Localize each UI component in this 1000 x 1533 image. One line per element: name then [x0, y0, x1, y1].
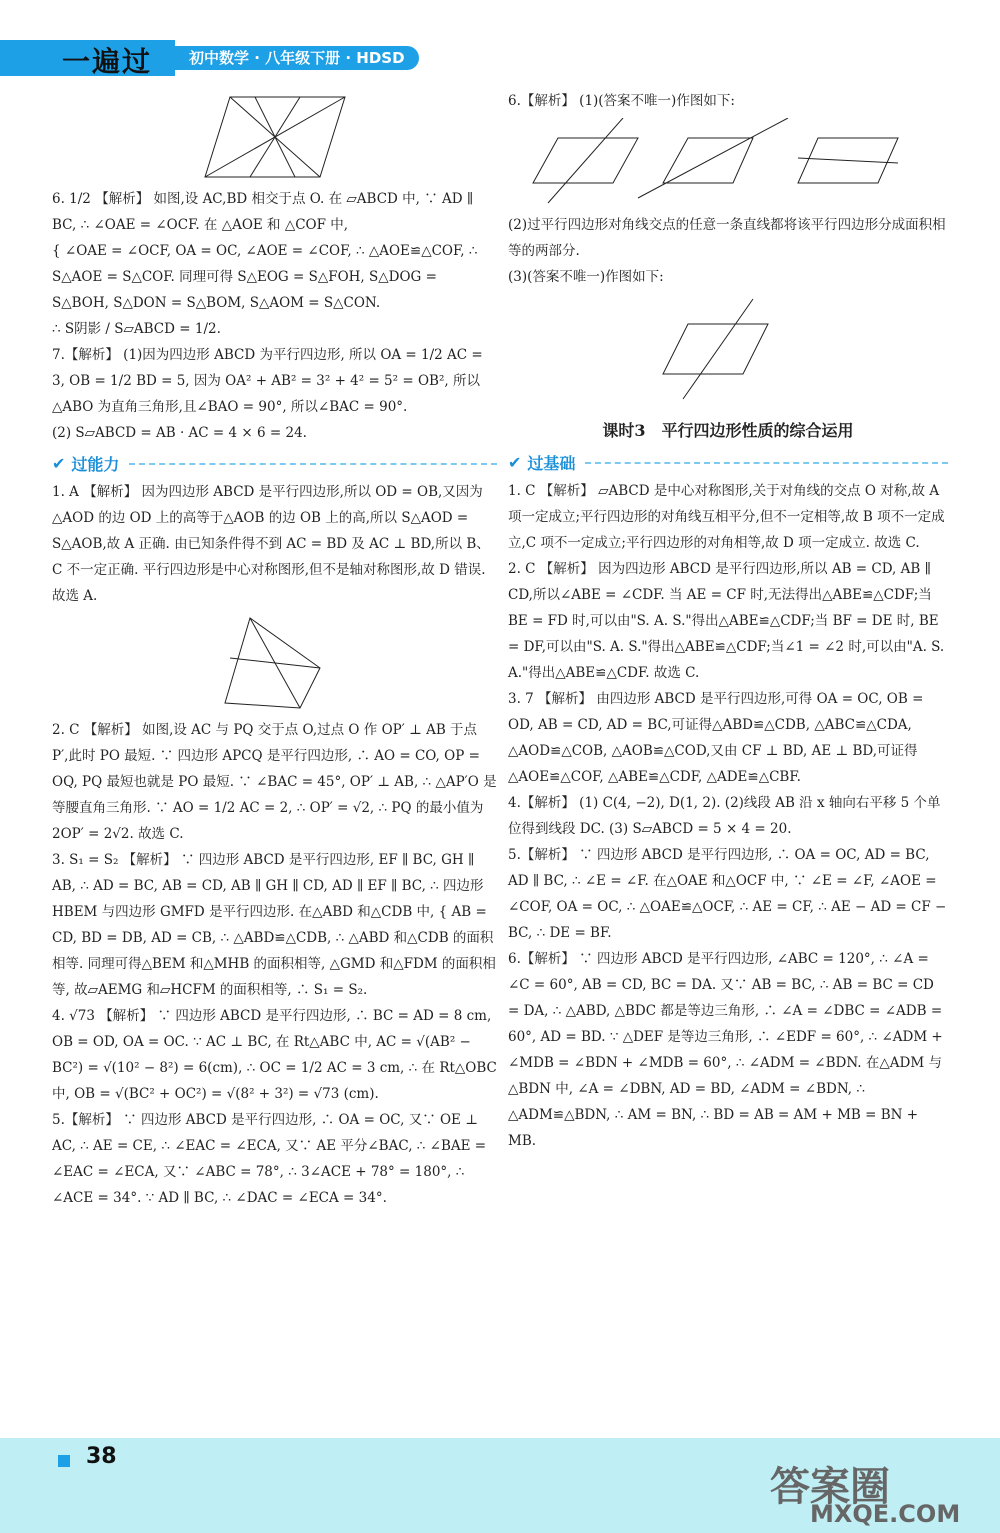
section-guo-neng-li: ✔ 过能力: [52, 452, 497, 475]
basic-3: 3. 7 【解析】 由四边形 ABCD 是平行四边形,可得 OA = OC, OB = OD, AB = CD, AD = BC,可证得△ABD≌△CDB, △ABC≌△CDA, △AOD≌△COB, △AOB≌△COD,又由 CF ⊥ BD, AE ⊥ BD,可证得△AOE≌△COF, △ABE≌△CDF, △ADE≌△CBF.: [508, 691, 924, 785]
lesson-title: 课时3 平行四边形性质的综合运用: [602, 421, 854, 440]
watermark-logo: 答案圈: [770, 1464, 890, 1510]
page-number: 38: [86, 1444, 117, 1469]
figure-parallelogram-mn: [658, 294, 798, 404]
basic-5: 5.【解析】 ∵ 四边形 ABCD 是平行四边形, ∴ OA = OC, AD = BC, AD ∥ BC, ∴ ∠E = ∠F. 在△OAE 和△OCF 中, ∵ ∠E = ∠F, ∠AOE = ∠COF, OA = OC, ∴ △OAE≌△OCF, ∴ AE = CF, ∴ AE − AD = CF − BC, ∴ DE = BF.: [508, 847, 947, 941]
right-6: 6.【解析】 (1)(答案不唯一)作图如下:: [508, 93, 735, 109]
watermark-url: MXQE.COM: [810, 1500, 961, 1528]
book-title: 一遍过: [62, 45, 153, 78]
ability-5: 5.【解析】 ∵ 四边形 ABCD 是平行四边形, ∴ OA = OC, 又∵ OE ⊥ AC, ∴ AE = CE, ∴ ∠EAC = ∠ECA, 又∵ AE 平分∠BAC, ∴ ∠BAE = ∠EAC = ∠ECA, 又∵ ∠ABC = 78°, ∴ 3∠ACE + 78° = 180°, ∴ ∠ACE = 34°. ∵ AD ∥ BC, ∴ ∠DAC = ∠ECA = 34°.: [52, 1112, 487, 1206]
basic-4: 4.【解析】 (1) C(4, −2), D(1, 2). (2)线段 AB 沿 x 轴向右平移 5 个单位得到线段 DC. (3) S▱ABCD = 5 × 4 = 20.: [508, 795, 941, 837]
page-header: [0, 40, 420, 76]
ability-3: 3. S₁ = S₂ 【解析】 ∵ 四边形 ABCD 是平行四边形, EF ∥ BC, GH ∥ AB, ∴ AD = BC, AB = CD, AB ∥ GH ∥ CD, AD ∥ EF ∥ BC, ∴ 四边形 HBEM 与四边形 GMFD 是平行四边形. 在△ABD 和△CDB 中, { AB = CD, BD = DB, AD = CB, ∴ △ABD≌△CDB, ∴ △ABD 和△CDB 的面积相等. 同理可得△BEM 和△MHB 的面积相等, △GMD 和△FDM 的面积相等, 故▱AEMG 和▱HCFM 的面积相等, ∴ S₁ = S₂.: [52, 852, 496, 998]
page-marker: [58, 1455, 70, 1467]
right-6-3: (3)(答案不唯一)作图如下:: [508, 269, 664, 285]
book-subtitle: 初中数学 · 八年级下册 · HDSD: [175, 46, 419, 70]
ability-4: 4. √73 【解析】 ∵ 四边形 ABCD 是平行四边形, ∴ BC = AD = 8 cm, OB = OD, OA = OC. ∵ AC ⊥ BC, 在 Rt△ABC 中, AC = √(AB² − BC²) = √(10² − 8²) = 6(cm), ∴ OC = 1/2 AC = 3 cm, ∴ 在 Rt△OBC 中, OB = √(BC² + OC²) = √(8² + 3²) = √73 (cm).: [52, 1008, 497, 1102]
right-6-2: (2)过平行四边形对角线交点的任意一条直线都将该平行四边形分成面积相等的两部分.: [508, 217, 946, 259]
basic-1: 1. C 【解析】 ▱ABCD 是中心对称图形,关于对角线的交点 O 对称,故 A 项一定成立;平行四边形的对角线互相平分,但不一定相等,故 B 项不一定成立,C 项不一定成立;平行四边形的对角相等,故 D 项一定成立. 故选 C.: [508, 483, 945, 551]
right-column: [508, 88, 948, 1154]
figure-three-parallelograms: [528, 118, 928, 208]
check-icon: ✔: [52, 454, 66, 473]
figure-apcq: [220, 613, 330, 713]
basic-6: 6.【解析】 ∵ 四边形 ABCD 是平行四边形, ∠ABC = 120°, ∴ ∠A = ∠C = 60°, AB = CD, BC = DA. 又∵ AB = BC, ∴ AB = BC = CD = DA, ∴ △ABD, △BDC 都是等边三角形, ∴ ∠A = ∠DBC = ∠ADB = 60°, AD = BD. ∵ △DEF 是等边三角形, ∴ ∠EDF = 60°, ∴ ∠ADM + ∠MDB = ∠BDN + ∠MDB = 60°, ∴ ∠ADM = ∠BDN. 在△ADM 与△BDN 中, ∠A = ∠DBN, AD = BD, ∠ADM = ∠BDN, ∴ △ADM≌△BDN, ∴ AM = BN, ∴ BD = AB = AM + MB = BN + MB.: [508, 951, 943, 1149]
answer-6-system: { ∠OAE = ∠OCF, OA = OC, ∠AOE = ∠COF, ∴ △AOE≌△COF, ∴ S△AOE = S△COF. 同理可得 S△EOG = S△FOH, S△DOG = S△BOH, S△DON = S△BOM, S△AOM = S△CON.: [52, 243, 478, 311]
ability-1: 1. A 【解析】 因为四边形 ABCD 是平行四边形,所以 OD = OB,又因为△AOD 的边 OD 上的高等于△AOB 的边 OB 上的高,所以 S△AOD = S△AOB,故 A 正确. 由已知条件得不到 AC = BD 及 AC ⊥ BD,所以 B、C 不一定正确. 平行四边形是中心对称图形,但不是轴对称图形,故 D 错误. 故选 A.: [52, 484, 490, 604]
ability-2: 2. C 【解析】 如图,设 AC 与 PQ 交于点 O,过点 O 作 OP′ ⊥ AB 于点 P′,此时 PO 最短. ∵ 四边形 APCQ 是平行四边形, ∴ AO = CO, OP = OQ, PQ 最短也就是 PO 最短. ∵ ∠BAC = 45°, OP′ ⊥ AB, ∴ △AP′O 是等腰直角三角形. ∵ AO = 1/2 AC = 2, ∴ OP′ = √2, ∴ PQ 的最小值为 2OP′ = 2√2. 故选 C.: [52, 722, 497, 842]
section-guo-ji-chu: ✔ 过基础: [508, 451, 948, 474]
check-icon: ✔: [508, 453, 522, 472]
left-column: [52, 88, 497, 1211]
figure-parallelogram-shaded: [200, 92, 350, 182]
answer-6-result: ∴ S阴影 / S▱ABCD = 1/2.: [52, 321, 221, 337]
answer-7: 7.【解析】 (1)因为四边形 ABCD 为平行四边形, 所以 OA = 1/2 AC = 3, OB = 1/2 BD = 5, 因为 OA² + AB² = 3² + 4² = 5² = OB², 所以△ABO 为直角三角形,且∠BAO = 90°, 所以∠BAC = 90°.: [52, 347, 483, 415]
basic-2: 2. C 【解析】 因为四边形 ABCD 是平行四边形,所以 AB = CD, AB ∥ CD,所以∠ABE = ∠CDF. 当 AE = CF 时,无法得出△ABE≌△CDF;当 BE = FD 时,可以由"S. A. S."得出△ABE≌△CDF;当 BF = DE 时, BE = DF,可以由"S. A. S."得出△ABE≌△CDF;当∠1 = ∠2 时,可以由"A. S. A."得出△ABE≌△CDF. 故选 C.: [508, 561, 945, 681]
answer-7-2: (2) S▱ABCD = AB · AC = 4 × 6 = 24.: [52, 425, 307, 441]
answer-6: 6. 1/2 【解析】 如图,设 AC,BD 相交于点 O. 在 ▱ABCD 中, ∵ AD ∥ BC, ∴ ∠OAE = ∠OCF. 在 △AOE 和 △COF 中,: [52, 191, 474, 233]
